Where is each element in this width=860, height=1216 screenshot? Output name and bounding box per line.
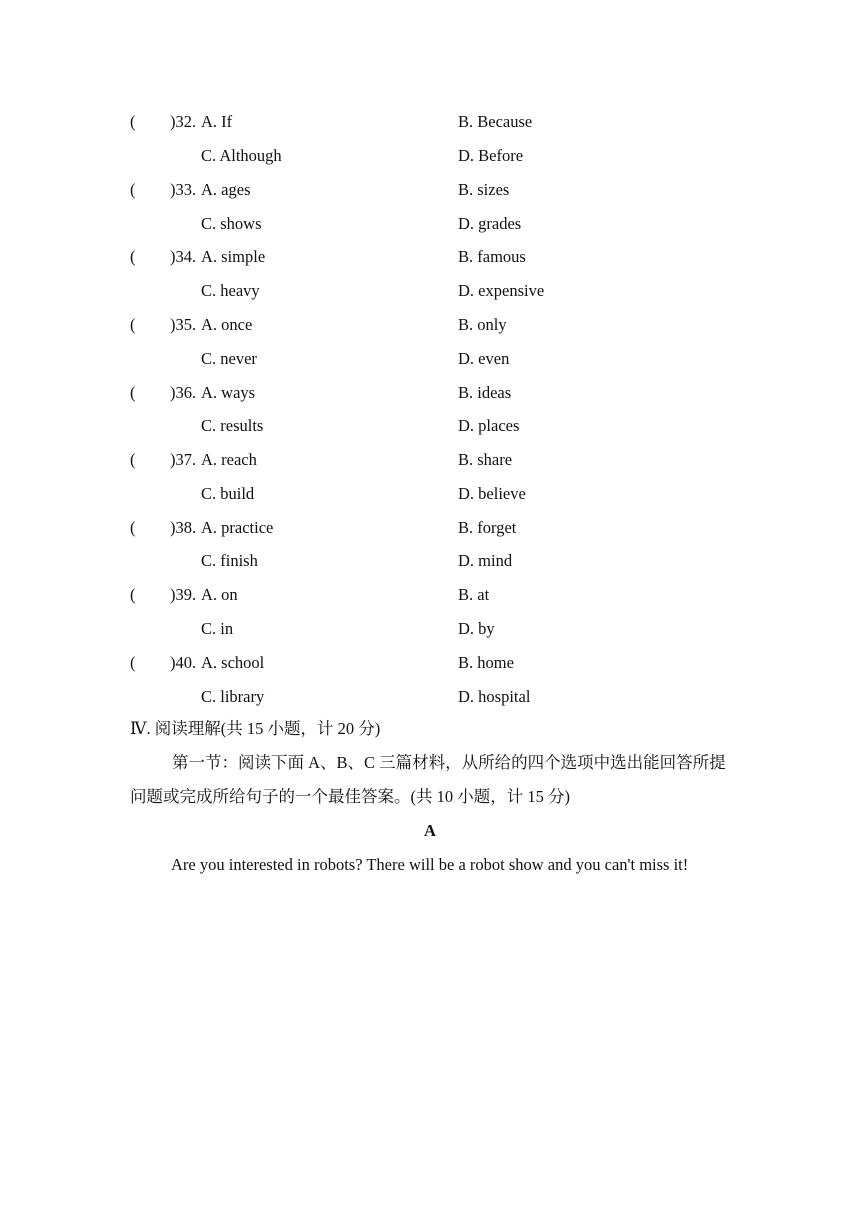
question-number: )36. (170, 383, 197, 402)
question-row-40-cd (0, 685, 860, 709)
option-a: A. If (201, 112, 233, 131)
answer-paren: ( (130, 180, 136, 199)
option-b: B. famous (458, 247, 526, 266)
option-a: A. school (201, 653, 265, 672)
option-c: C. build (201, 484, 255, 503)
question-number: )39. (170, 585, 197, 604)
option-b: B. sizes (458, 180, 510, 199)
answer-paren: ( (130, 653, 136, 672)
option-c: C. shows (201, 214, 262, 233)
question-row-38 (0, 516, 860, 540)
option-a: A. practice (201, 518, 274, 537)
option-c: C. results (201, 416, 264, 435)
question-row-35 (0, 313, 860, 337)
option-d: D. Before (458, 146, 524, 165)
question-row-33-cd (0, 212, 860, 236)
answer-paren: ( (130, 112, 136, 131)
option-a: A. ages (201, 180, 251, 199)
answer-paren: ( (130, 585, 136, 604)
option-a: A. on (201, 585, 238, 604)
question-row-38-cd (0, 549, 860, 573)
question-row-34-cd (0, 279, 860, 303)
question-row-37 (0, 448, 860, 472)
question-row-33 (0, 178, 860, 202)
option-c: C. never (201, 349, 257, 368)
question-number: )40. (170, 653, 197, 672)
option-b: B. forget (458, 518, 517, 537)
question-row-32 (0, 110, 860, 134)
question-row-34 (0, 245, 860, 269)
question-row-39-cd (0, 617, 860, 641)
question-row-39 (0, 583, 860, 607)
question-row-40 (0, 651, 860, 675)
question-row-32-cd (0, 144, 860, 168)
passage-intro: Are you interested in robots? There will be a robot show and you can't miss it! (171, 855, 689, 874)
section-instruction: 第一节：阅读下面 A、B、C 三篇材料，从所给的四个选项中选出能回答所提问题或完成所给句子的一个最佳答案。(共 10 小题，计 15 分) (130, 753, 726, 806)
option-c: C. library (201, 687, 265, 706)
question-number: )37. (170, 450, 197, 469)
question-row-36 (0, 381, 860, 405)
option-b: B. at (458, 585, 490, 604)
question-row-36-cd (0, 414, 860, 438)
option-d: D. believe (458, 484, 526, 503)
question-number: )35. (170, 315, 197, 334)
option-d: D. hospital (458, 687, 531, 706)
question-number: )33. (170, 180, 197, 199)
answer-paren: ( (130, 383, 136, 402)
option-b: B. share (458, 450, 513, 469)
question-row-35-cd (0, 347, 860, 371)
answer-paren: ( (130, 247, 136, 266)
section-heading: Ⅳ. 阅读理解(共 15 小题，计 20 分) (130, 719, 381, 738)
answer-paren: ( (130, 518, 136, 537)
question-number: )34. (170, 247, 197, 266)
option-d: D. places (458, 416, 520, 435)
option-a: A. ways (201, 383, 256, 402)
option-b: B. Because (458, 112, 533, 131)
question-row-37-cd (0, 482, 860, 506)
option-c: C. Although (201, 146, 282, 165)
option-c: C. heavy (201, 281, 260, 300)
option-d: D. grades (458, 214, 522, 233)
option-d: D. mind (458, 551, 513, 570)
option-b: B. only (458, 315, 507, 334)
option-b: B. home (458, 653, 514, 672)
option-d: D. even (458, 349, 510, 368)
option-c: C. finish (201, 551, 258, 570)
question-number: )32. (170, 112, 197, 131)
option-a: A. reach (201, 450, 257, 469)
option-a: A. simple (201, 247, 266, 266)
passage-letter: A (424, 821, 436, 840)
option-a: A. once (201, 315, 253, 334)
question-number: )38. (170, 518, 197, 537)
option-d: D. expensive (458, 281, 545, 300)
answer-paren: ( (130, 315, 136, 334)
option-d: D. by (458, 619, 495, 638)
answer-paren: ( (130, 450, 136, 469)
option-b: B. ideas (458, 383, 512, 402)
option-c: C. in (201, 619, 234, 638)
